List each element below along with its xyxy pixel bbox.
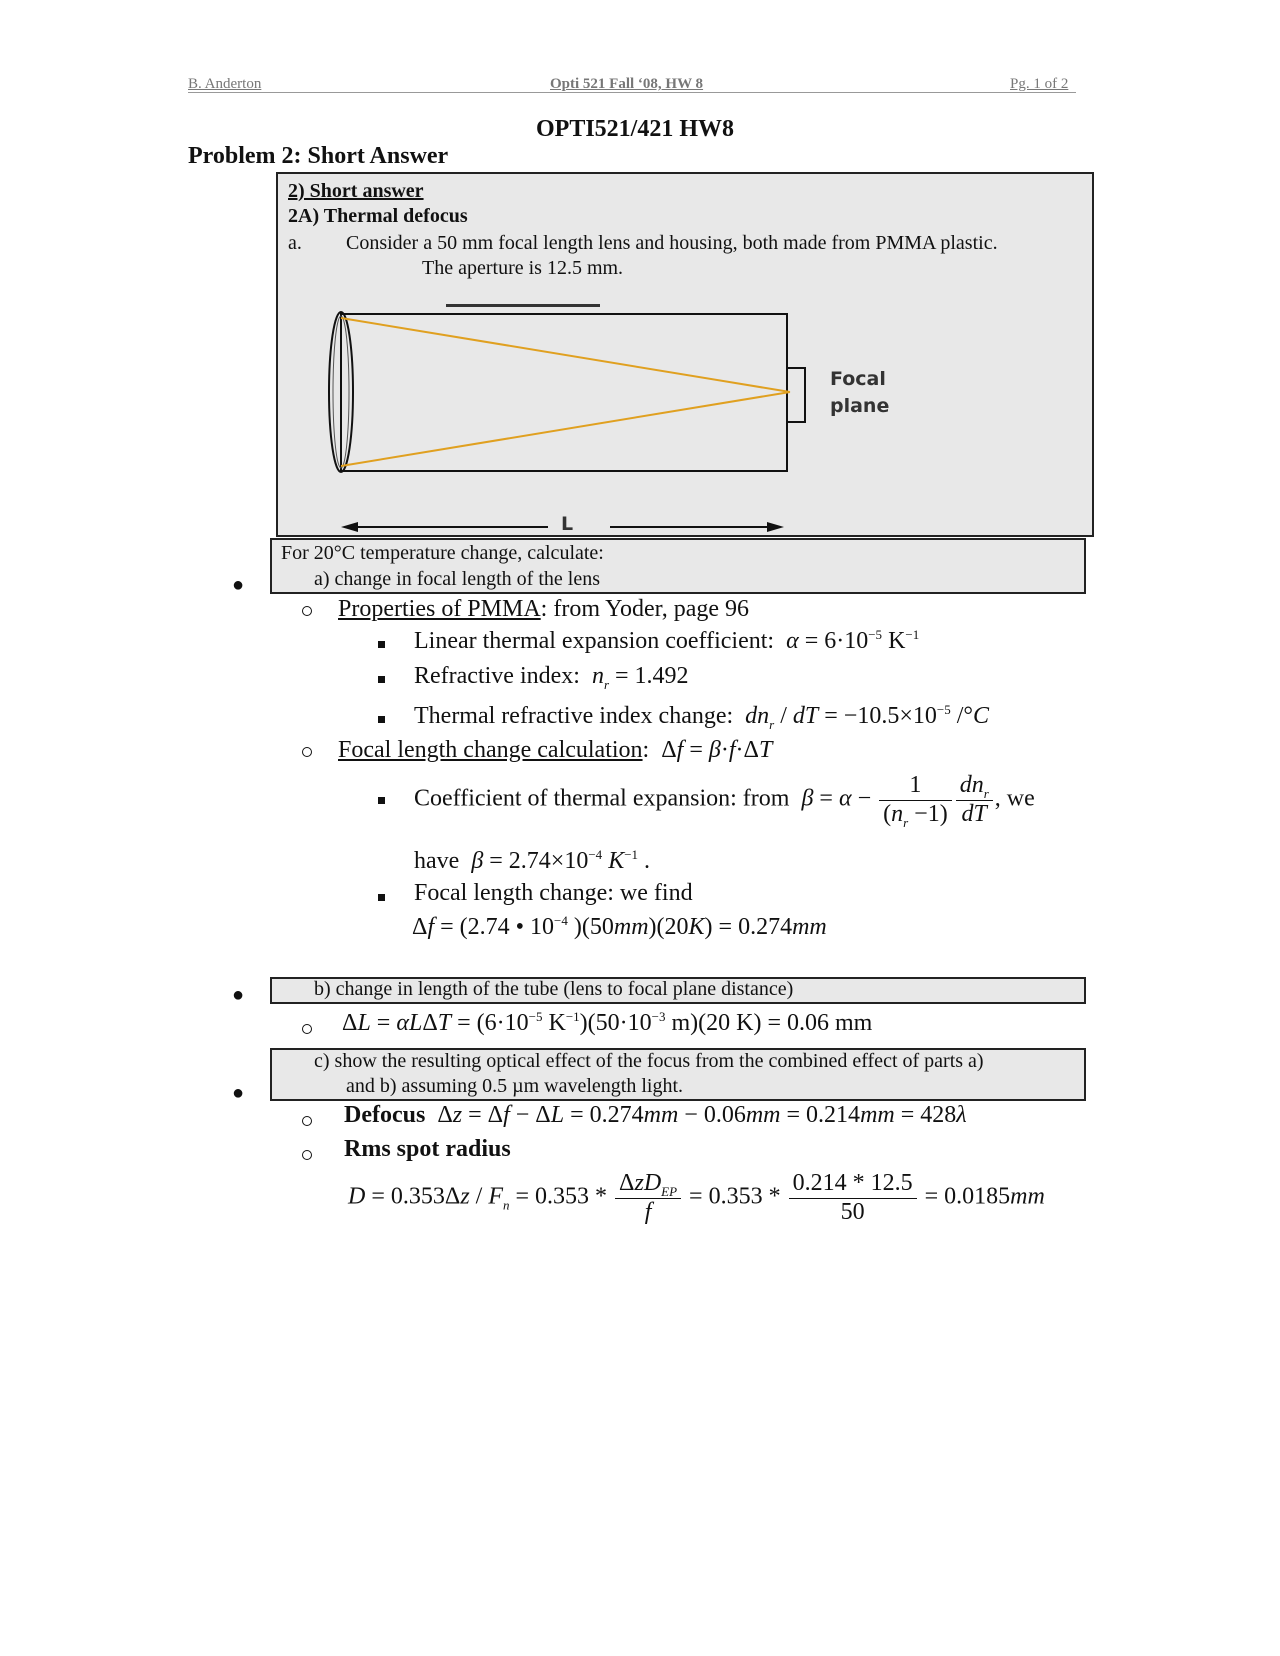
- housing-tube: [341, 314, 787, 471]
- bullet-a-icon: ●: [232, 574, 245, 596]
- ri-line: Refractive index: $n_r = 1.492$: [414, 663, 689, 692]
- focal-label-line1: Focal: [830, 368, 886, 390]
- box-a-line1: For 20°C temperature change, calculate:: [281, 542, 604, 564]
- focal-plane-label: [830, 366, 889, 420]
- ring-bullet-icon: [302, 1024, 312, 1034]
- delta-l-equation: $\Delta L = \alpha L\Delta T = (6\cdot 10^{-5}$ $K^{-1})(50\cdot 10^{-3}$ m)(20 K) = 0.06 mm: [342, 1009, 873, 1036]
- beta-result-line: have $\beta = 2.74\times 10^{-4}$ $K^{-1}$ .: [414, 847, 651, 874]
- box-b-line: b) change in length of the tube (lens to focal plane distance): [314, 978, 794, 1000]
- rms-equation: $D = 0.353\Delta z / F_n = 0.353$ * $\frac{\Delta zD_{EP}}{f}$ = 0.353 * $\frac{0.214 * 12.5}{50}$ = 0.0185mm: [348, 1170, 1045, 1225]
- focal-label-line2: plane: [830, 395, 890, 417]
- bullet-b-icon: ●: [232, 984, 245, 1006]
- dn-line: Thermal refractive index change: $dn_r$ / dT = $-10.5\times 10^{-5}$ /°C: [414, 702, 989, 732]
- square-bullet-icon: [378, 716, 385, 723]
- box-a-line2: a) change in focal length of the lens: [314, 568, 600, 590]
- rms-label: [344, 1136, 511, 1163]
- header-page: Pg. 1 of 2: [1010, 76, 1069, 92]
- arrowhead-left-icon: [341, 522, 358, 532]
- flc-line: Focal length change calculation: Δf = β·f·ΔT: [338, 737, 773, 763]
- header-author: B. Anderton: [188, 76, 262, 92]
- square-bullet-icon: [378, 894, 385, 901]
- cropped-label-fragment: [446, 304, 600, 307]
- bullet-c-icon: ●: [232, 1082, 245, 1104]
- lower-ray: [341, 392, 790, 466]
- props-rest: : from Yoder, page 96: [540, 596, 750, 622]
- doc-title: OPTI521/421 HW8: [536, 116, 735, 142]
- coef-we: , we: [994, 785, 1035, 812]
- item-text-2: The aperture is 12.5 mm.: [422, 257, 624, 279]
- header-rule: [188, 92, 1076, 93]
- rms-label-text: Rms spot radius: [344, 1136, 511, 1162]
- problem-heading: Problem 2: Short Answer: [188, 143, 449, 169]
- dn-label: Thermal refractive index change:: [414, 703, 734, 729]
- cte-label: Linear thermal expansion coefficient:: [414, 628, 775, 654]
- box-c-line1: c) show the resulting optical effect of the focus from the combined effect of parts a): [314, 1050, 984, 1072]
- box-c-line2: and b) assuming 0.5 µm wavelength light.: [346, 1075, 684, 1097]
- props-title: Properties of PMMA: [338, 596, 541, 622]
- focal-plane-detector: [787, 368, 805, 422]
- question-heading: 2) Short answer: [288, 180, 424, 202]
- ring-bullet-icon: [302, 1116, 312, 1126]
- question-subheading: 2A) Thermal defocus: [288, 205, 468, 227]
- upper-ray: [341, 318, 790, 392]
- ring-bullet-icon: [302, 1150, 312, 1160]
- square-bullet-icon: [378, 676, 385, 683]
- header-course: Opti 521 Fall ‘08, HW 8: [550, 76, 704, 92]
- props-line: [338, 596, 749, 623]
- length-label: L: [561, 513, 574, 535]
- flc2-line: Focal length change: we find: [414, 880, 693, 906]
- square-bullet-icon: [378, 797, 385, 804]
- item-text: Consider a 50 mm focal length lens and housing, both made from PMMA plastic.: [346, 232, 998, 254]
- defocus-line: Defocus Δz = Δf − ΔL = 0.274mm − 0.06mm = 0.214mm = 428λ: [344, 1102, 967, 1128]
- lens-housing-diagram: [276, 290, 1094, 535]
- arrowhead-right-icon: [767, 522, 784, 532]
- coef-line: Coefficient of thermal expansion: from β = α − $\frac{1}{(n_r -1)}$ $\frac{dn_r}{dT}$ , we: [414, 772, 1035, 830]
- ring-bullet-icon: [302, 606, 312, 616]
- ri-value: = 1.492: [615, 663, 689, 689]
- item-letter: a.: [288, 232, 302, 254]
- ri-label: Refractive index:: [414, 663, 580, 689]
- coef-label: Coefficient of thermal expansion: from: [414, 785, 790, 812]
- have-label: have: [414, 848, 460, 874]
- flc-title: Focal length change calculation: [338, 737, 643, 763]
- defocus-label: Defocus: [344, 1102, 426, 1128]
- flc2-equation: Δf = (2.74 • $10^{-4}$ )(50mm)(20K) = 0.274mm: [412, 913, 827, 940]
- ring-bullet-icon: [302, 747, 312, 757]
- cte-line: Linear thermal expansion coefficient: $\alpha = 6\cdot 10^{-5}$ $K^{-1}$: [414, 627, 920, 654]
- square-bullet-icon: [378, 641, 385, 648]
